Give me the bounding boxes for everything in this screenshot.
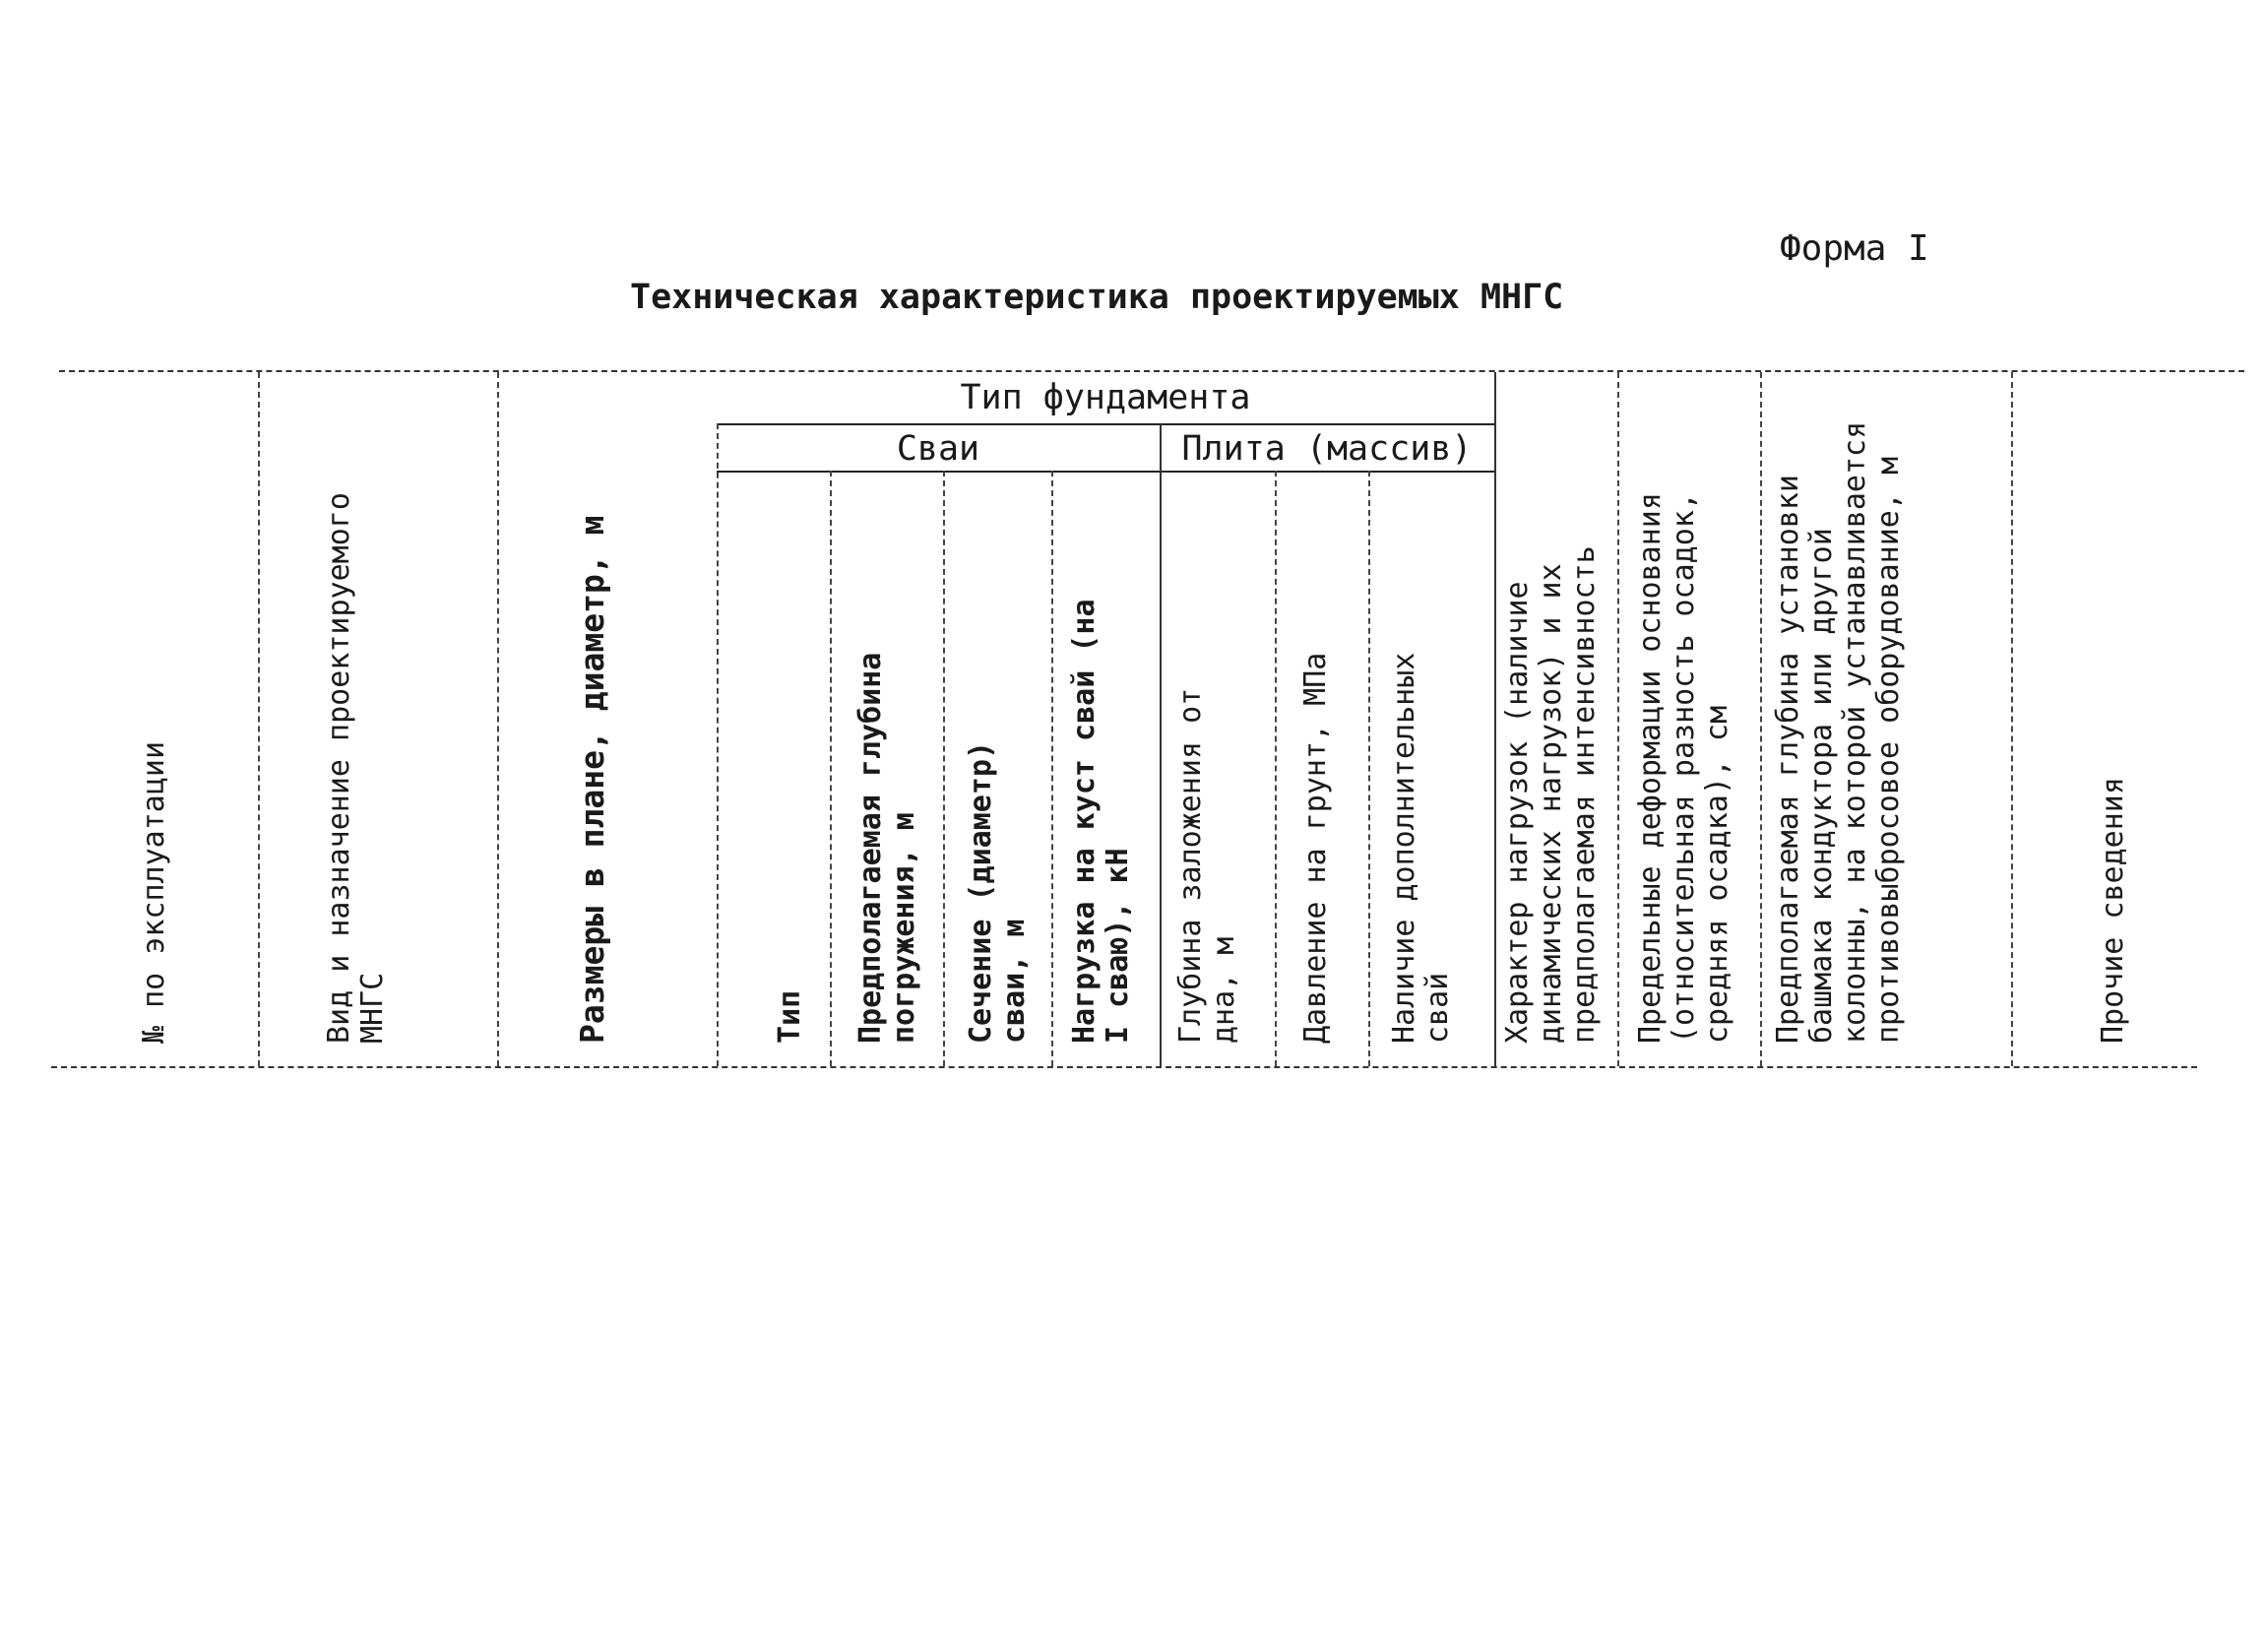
- header-dimensions: Размеры в плане, диаметр, м: [573, 515, 611, 1044]
- header-slab-pressure: Давление на грунт, МПа: [1298, 652, 1333, 1044]
- column-divider: [2011, 372, 2013, 1066]
- piles-header: Сваи: [896, 429, 980, 469]
- column-divider: [1275, 471, 1277, 1066]
- header-load-character: Характер нагрузок (наличие динамических нагрузок) и их предполагаемая интенсивность: [1500, 545, 1602, 1044]
- column-divider: [1617, 372, 1619, 1066]
- column-divider: [1760, 372, 1762, 1066]
- column-divider: [830, 471, 832, 1066]
- column-divider: [943, 471, 945, 1066]
- column-divider: [1368, 471, 1370, 1066]
- header-type-purpose: Вид и назначение проектируемого МНГС: [322, 492, 390, 1044]
- header-pile-load: Нагрузка на куст свай (на I сваю), кН: [1067, 599, 1135, 1044]
- header-deformation: Предельные деформации основания (относительная разность осадок, средняя осадка), см: [1633, 492, 1734, 1044]
- header-pile-section: Сечение (диаметр) сваи, м: [964, 740, 1032, 1044]
- form-label: Форма I: [1780, 228, 1929, 269]
- column-divider: [717, 423, 719, 1066]
- header-other: Прочие сведения: [2096, 777, 2130, 1044]
- table-bottom-border: [51, 1066, 2197, 1068]
- column-divider: [1160, 423, 1162, 1066]
- column-divider: [1494, 372, 1496, 1066]
- header-slab-extra-piles: Наличие дополнительных свай: [1387, 652, 1455, 1044]
- page-title: Техническая характеристика проектируемых МНГС: [630, 278, 1564, 317]
- column-divider: [258, 372, 260, 1066]
- column-divider: [1051, 471, 1053, 1066]
- header-pile-type: Тип: [773, 989, 807, 1044]
- slab-header: Плита (массив): [1181, 429, 1473, 469]
- header-slab-depth: Глубина заложения от дна, м: [1173, 687, 1241, 1044]
- table-top-border: [59, 370, 2244, 372]
- header-pile-depth: Предполагаемая глубина погружения, м: [853, 652, 921, 1044]
- foundation-type-header: Тип фундамента: [960, 378, 1251, 417]
- header-shoe-depth: Предполагаемая глубина установки башмака кондуктора или другой колонны, на которой устанавливается противовыбросовое оборудование, м: [1771, 420, 1906, 1044]
- column-divider: [497, 372, 499, 1066]
- header-number: № по эксплуатации: [137, 740, 171, 1044]
- foundation-group-rule: [717, 423, 1494, 425]
- subgroup-rule: [717, 471, 1494, 473]
